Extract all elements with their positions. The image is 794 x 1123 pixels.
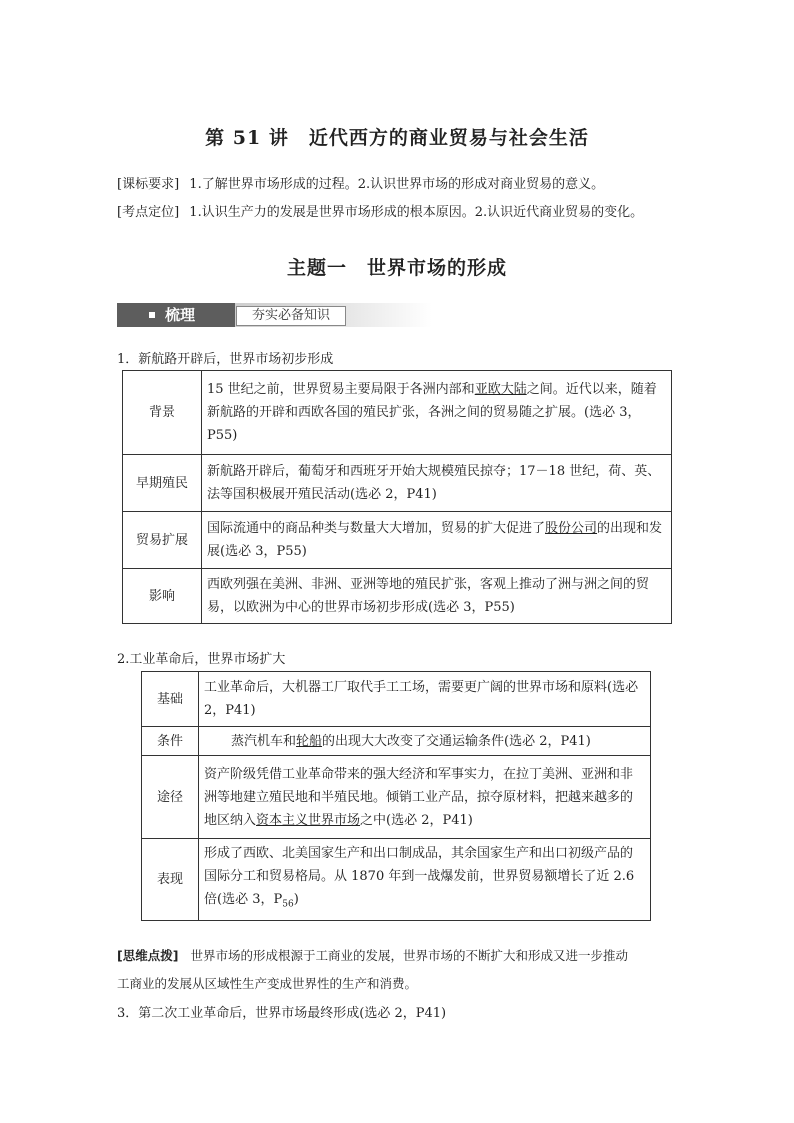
row-label: 背景 [123,371,202,455]
position-tag: [考点定位] [117,205,180,220]
thinking-tip [117,946,628,964]
row-label: 途径 [142,756,199,839]
row-content: 国际流通中的商品种类与数量大大增加，贸易的扩大促进了股份公司的出现和发展(选必 3，P55) [202,512,672,569]
section2-heading: 2.工业革命后，世界市场扩大 [117,652,286,667]
tip-line2: 工商业的发展从区域性生产变成世界性的生产和消费。 [117,976,418,991]
tip-tag: [思维点拨] [117,948,179,963]
table-row [142,839,651,921]
row-content: 资产阶级凭借工业革命带来的强大经济和军事实力，在拉丁美洲、亚洲和非洲等地建立殖民地和半殖民地。倾销工业产品，掠夺原材料，把越来越多的地区纳入资本主义世界市场之中(选必 2，P41) [199,756,651,839]
standard-text: 1.了解世界市场形成的过程。2.认识世界市场的形成对商业贸易的意义。 [189,177,605,192]
section1-table [122,370,672,624]
section1-heading: 1．新航路开辟后，世界市场初步形成 [117,352,334,367]
table-row [123,569,672,624]
section2-table [141,671,651,921]
tip-line1: 世界市场的形成根源于工商业的发展，世界市场的不断扩大和形成又进一步推动 [190,948,628,963]
standard-tag: [课标要求] [117,177,180,192]
table-row [123,455,672,512]
row-label: 贸易扩展 [123,512,202,569]
row-label: 基础 [142,672,199,727]
table-row [142,727,651,756]
standard-requirement [117,173,604,192]
row-label: 早期殖民 [123,455,202,512]
table-row [123,512,672,569]
table-row [123,371,672,455]
section3-heading: 3．第二次工业革命后，世界市场最终形成(选必 2，P41) [117,1006,447,1021]
row-label: 条件 [142,727,199,756]
topic-title: 主题一 世界市场的形成 [286,257,507,279]
exam-position [117,201,643,220]
page-title: 第 51 讲 近代西方的商业贸易与社会生活 [205,127,589,149]
row-content: 西欧列强在美洲、非洲、亚洲等地的殖民扩张，客观上推动了洲与洲之间的贸易，以欧洲为中心的世界市场初步形成(选必 3，P55) [202,569,672,624]
row-content: 15 世纪之前，世界贸易主要局限于各洲内部和亚欧大陆之间。近代以来，随着新航路的开辟和西欧各国的殖民扩张，各洲之间的贸易随之扩展。(选必 3，P55) [202,371,672,455]
square-icon [149,312,155,318]
row-content: 新航路开辟后，葡萄牙和西班牙开始大规模殖民掠夺；17－18 世纪，荷、英、法等国积极展开殖民活动(选必 2，P41) [202,455,672,512]
row-content: 蒸汽机车和轮船的出现大大改变了交通运输条件(选必 2，P41) [199,727,651,756]
table-row [142,672,651,727]
table-row [142,756,651,839]
section-bar-label: 梳理 [117,303,235,327]
section-bar-box: 夯实必备知识 [236,306,346,326]
row-content: 工业革命后，大机器工厂取代手工工场，需要更广阔的世界市场和原料(选必 2，P41) [199,672,651,727]
position-text: 1.认识生产力的发展是世界市场形成的根本原因。2.认识近代商业贸易的变化。 [189,205,644,220]
row-label: 影响 [123,569,202,624]
row-content: 形成了西欧、北美国家生产和出口制成品，其余国家生产和出口初级产品的国际分工和贸易格局。从 1870 年到一战爆发前，世界贸易额增长了近 2.6 倍(选必 3，$P_{56}$) [199,839,651,921]
row-label: 表现 [142,839,199,921]
